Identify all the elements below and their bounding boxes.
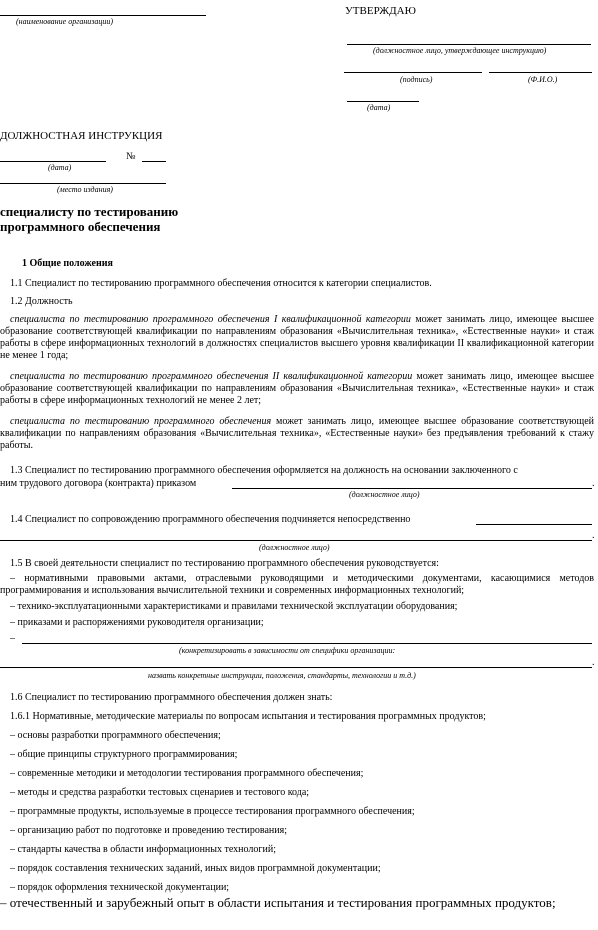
section-heading: 1 Общие положения [22, 258, 113, 269]
paragraph-1-5-item-1: – нормативными правовыми актами, отраслевыми руководящими и методическими документами, касающимися методов программирования и использования вычислительной техники и современных информационных технологий; [0, 573, 594, 596]
period-1-5: . [592, 657, 595, 668]
paragraph-1-2: 1.2 Должность [10, 296, 73, 307]
specifics-line-1 [22, 643, 592, 644]
approve-date-line [347, 101, 419, 102]
knowledge-item-last: – отечественный и зарубежный опыт в области испытания и тестирования программных продуктов; [0, 895, 556, 910]
org-name-caption: (наименование организации) [16, 17, 114, 26]
knowledge-item-3: – современные методики и методологии тестирования программного обеспечения; [10, 768, 364, 779]
qualification-2-text: может занимать лицо, имеющее высшее образование соответствующей квалификации по направлениям образования «Вычислительная техника», «Естественные науки» и стаж работы в сфере информационных технологий не менее 2 лет; [0, 371, 594, 406]
knowledge-item-2: – общие принципы структурного программирования; [10, 749, 238, 760]
fio-caption: (Ф.И.О.) [528, 75, 558, 84]
knowledge-item-6: – организацию работ по подготовке и проведению тестирования; [10, 825, 288, 836]
paragraph-1-6-1: 1.6.1 Нормативные, методические материалы по вопросам испытания и тестирования программных продуктов; [10, 711, 486, 722]
supervisor-line-1 [476, 524, 592, 525]
specifics-line-2 [0, 667, 592, 668]
doc-number-line [142, 161, 166, 162]
qualification-3-title: специалиста по тестированию программного обеспечения [10, 416, 272, 427]
paragraph-1-3-caption: (должностное лицо) [349, 490, 420, 499]
knowledge-item-5: – программные продукты, используемые в процессе тестирования программного обеспечения; [10, 806, 415, 817]
paragraph-1-5-item-3: – приказами и распоряжениями руководителя организации; [10, 617, 264, 628]
paragraph-1-4: 1.4 Специалист по сопровождению программного обеспечения подчиняется непосредственно [10, 514, 411, 525]
document-title: ДОЛЖНОСТНАЯ ИНСТРУКЦИЯ [0, 130, 163, 142]
qualification-2-title: специалиста по тестированию программного обеспечения II квалификационной категории [10, 371, 413, 382]
number-sign: № [126, 151, 136, 162]
qualification-3 [0, 416, 594, 452]
paragraph-1-5: 1.5 В своей деятельности специалист по тестированию программного обеспечения руководствуется: [10, 558, 439, 569]
knowledge-item-8: – порядок составления технических заданий, иных видов программной документации; [10, 863, 381, 874]
approve-date-caption: (дата) [367, 103, 391, 112]
order-official-line [232, 488, 592, 489]
knowledge-item-9: – порядок оформления технической документации; [10, 882, 230, 893]
place-caption: (место издания) [57, 185, 113, 194]
period-1-3: . [592, 478, 595, 489]
supervisor-line-2 [0, 540, 592, 541]
qualification-2 [0, 371, 594, 407]
paragraph-1-5-caption-1: (конкретизировать в зависимости от специфики организации: [179, 646, 396, 655]
approve-label: УТВЕРЖДАЮ [345, 5, 416, 17]
subject-line-2: программного обеспечения [0, 219, 161, 234]
signature-line [344, 72, 482, 73]
qualification-1-title: специалиста по тестированию программного обеспечения I квалификационной категории [10, 314, 411, 325]
qualification-1-text: может занимать лицо, имеющее высшее образование соответствующей квалификации по направлениям образования «Вычислительная техника», «Естественные науки» и стаж работы в сфере информационных технологий в должностях специалистов высшего уровня квалификации II квалификационной категории не менее 1 года; [0, 314, 594, 361]
fio-line [489, 72, 592, 73]
paragraph-1-6: 1.6 Специалист по тестированию программного обеспечения должен знать: [10, 692, 333, 703]
signature-caption: (подпись) [400, 75, 433, 84]
qualification-1 [0, 314, 594, 362]
official-line [347, 44, 591, 45]
paragraph-1-3-line-1: 1.3 Специалист по тестированию программного обеспечения оформляется на должность на основании заключенного с [10, 465, 518, 476]
knowledge-item-1: – основы разработки программного обеспечения; [10, 730, 221, 741]
paragraph-1-1: 1.1 Специалист по тестированию программного обеспечения относится к категории специалистов. [10, 278, 432, 289]
paragraph-1-4-caption: (должностное лицо) [259, 543, 330, 552]
official-caption: (должностное лицо, утверждающее инструкцию) [373, 46, 547, 55]
org-name-line [0, 15, 206, 16]
paragraph-1-5-item-2: – технико-эксплуатационными характеристиками и правилами технической эксплуатации оборудования; [10, 601, 458, 612]
knowledge-item-4: – методы и средства разработки тестовых сценариев и тестового кода; [10, 787, 310, 798]
paragraph-1-5-item-4: – [10, 633, 15, 644]
place-line [0, 183, 166, 184]
knowledge-item-7: – стандарты качества в области информационных технологий; [10, 844, 276, 855]
paragraph-1-5-caption-2: назвать конкретные инструкции, положения, стандарты, технологии и т.д.) [148, 671, 416, 680]
doc-date-line [0, 161, 106, 162]
doc-date-caption: (дата) [48, 163, 72, 172]
paragraph-1-3-line-2: ним трудового договора (контракта) приказом [0, 478, 197, 489]
period-1-4: . [592, 530, 595, 541]
subject-line-1: специалисту по тестированию [0, 204, 179, 219]
qualification-3-text: может занимать лицо, имеющее высшее образование соответствующей квалификации по направлениям образования «Вычислительная техника», «Естественные науки» без предъявления требований к стажу работы. [0, 416, 594, 451]
